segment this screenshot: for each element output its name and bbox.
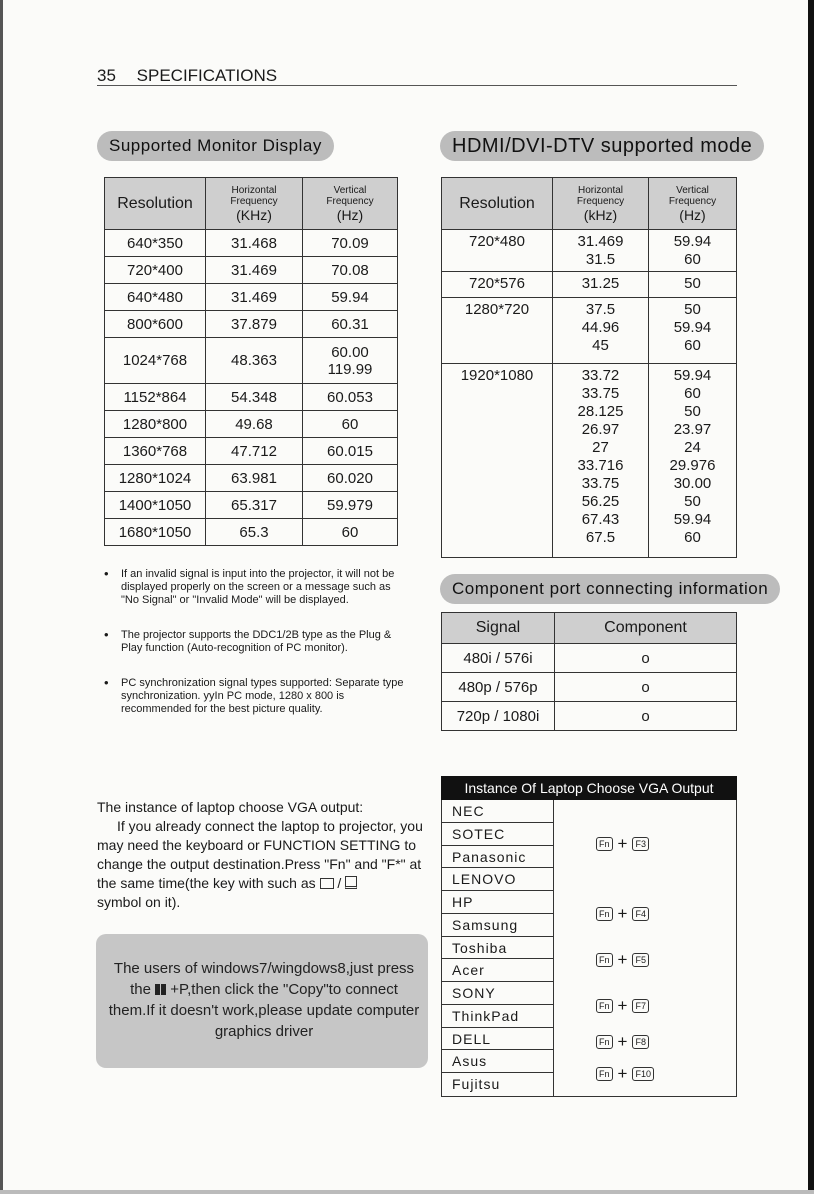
cell: 60 bbox=[303, 519, 398, 546]
cell-line: 26.97 bbox=[581, 421, 620, 438]
key-combo-f8 bbox=[596, 1032, 649, 1052]
header-rule bbox=[97, 85, 737, 86]
col-vertical bbox=[649, 178, 737, 230]
cell: 65.3 bbox=[206, 519, 303, 546]
cell: 37.879 bbox=[206, 311, 303, 338]
table-row bbox=[105, 411, 398, 438]
cell: 720*576 bbox=[442, 272, 553, 298]
brand-asus: Asus bbox=[442, 1050, 554, 1073]
cell: 1024*768 bbox=[105, 338, 206, 384]
col-resolution: Resolution bbox=[442, 178, 553, 230]
f3-key-icon: F3 bbox=[632, 837, 649, 851]
instance-body-text: If you already connect the laptop to projector, you may need the keyboard or FUNCTION SETTING to change the output destination.Press "Fn" and "F*" at the same time(the key with such as bbox=[97, 818, 423, 891]
table-row bbox=[442, 702, 737, 731]
table-row bbox=[442, 673, 737, 702]
col-signal: Signal bbox=[442, 613, 555, 644]
cell: 48.363 bbox=[206, 338, 303, 384]
brand-panasonic: Panasonic bbox=[442, 846, 554, 869]
cell: 480p / 576p bbox=[442, 673, 555, 702]
col-resolution: Resolution bbox=[105, 178, 206, 230]
cell bbox=[649, 364, 737, 558]
windows-note bbox=[96, 934, 428, 1068]
cell-line: 60.00 bbox=[331, 343, 369, 361]
cell-line: 27 bbox=[592, 439, 609, 456]
page-number: 35 bbox=[97, 66, 116, 85]
col-horizontal-l1: Horizontal bbox=[577, 184, 624, 196]
cell: o bbox=[555, 673, 737, 702]
cell: 65.317 bbox=[206, 492, 303, 519]
plus-icon: + bbox=[617, 950, 628, 969]
col-vertical bbox=[303, 178, 398, 230]
cell: 640*350 bbox=[105, 230, 206, 257]
f5-key-icon: F5 bbox=[632, 953, 649, 967]
section-monitor-display: Supported Monitor Display bbox=[97, 131, 334, 161]
brand-toshiba: Toshiba bbox=[442, 937, 554, 960]
fn-key-icon: Fn bbox=[596, 907, 613, 921]
table-row bbox=[105, 338, 398, 384]
brand-thinkpad: ThinkPad bbox=[442, 1005, 554, 1028]
cell: 800*600 bbox=[105, 311, 206, 338]
cell-line: 56.25 bbox=[581, 493, 620, 510]
f10-key-icon: F10 bbox=[632, 1067, 654, 1081]
cell-line: 33.72 bbox=[581, 367, 620, 384]
section-component: Component port connecting information bbox=[440, 574, 780, 604]
cell-line: 33.75 bbox=[581, 385, 620, 402]
table-row bbox=[105, 284, 398, 311]
cell: 31.469 bbox=[206, 284, 303, 311]
brand-acer: Acer bbox=[442, 959, 554, 982]
table-row bbox=[442, 230, 737, 272]
cell: 720p / 1080i bbox=[442, 702, 555, 731]
laptop-table-header: Instance Of Laptop Choose VGA Output bbox=[441, 776, 737, 800]
monitor-icon bbox=[345, 876, 357, 889]
cell: 1400*1050 bbox=[105, 492, 206, 519]
list-item: • The projector supports the DDC1/2B type as the Plug & Play function (Auto-recognition of PC monitor). bbox=[104, 629, 404, 655]
cell: 60.053 bbox=[303, 384, 398, 411]
table-row bbox=[105, 492, 398, 519]
col-horizontal-l2: Frequency bbox=[576, 195, 625, 207]
cell: 70.08 bbox=[303, 257, 398, 284]
key-combo-f3 bbox=[596, 834, 649, 854]
cell-line: 67.43 bbox=[581, 511, 620, 528]
brand-fujitsu: Fujitsu bbox=[442, 1073, 554, 1096]
cell-line: 23.97 bbox=[673, 421, 712, 438]
col-horizontal bbox=[206, 178, 303, 230]
brand-hp: HP bbox=[442, 891, 554, 914]
cell-line: 59.94 bbox=[673, 367, 712, 384]
cell: 1360*768 bbox=[105, 438, 206, 465]
col-horizontal-l3: (KHz) bbox=[236, 206, 272, 223]
cell: 1920*1080 bbox=[442, 364, 553, 558]
cell: 720*400 bbox=[105, 257, 206, 284]
cell-line: 59.94 bbox=[673, 319, 712, 336]
cell-line: 33.75 bbox=[581, 475, 620, 492]
page-edge-right bbox=[808, 0, 814, 1194]
laptop-instance-text bbox=[97, 798, 437, 912]
cell-line: 45 bbox=[592, 337, 609, 354]
cell: 60.020 bbox=[303, 465, 398, 492]
key-combo-f4 bbox=[596, 904, 649, 924]
cell: 59.94 bbox=[303, 284, 398, 311]
col-horizontal bbox=[553, 178, 649, 230]
instance-heading: The instance of laptop choose VGA output: bbox=[97, 799, 364, 815]
cell: 70.09 bbox=[303, 230, 398, 257]
page-header bbox=[97, 66, 277, 86]
cell: 59.979 bbox=[303, 492, 398, 519]
plus-icon: + bbox=[617, 1064, 628, 1083]
cell: 31.469 bbox=[206, 257, 303, 284]
f7-key-icon: F7 bbox=[632, 999, 649, 1013]
table-row bbox=[442, 298, 737, 364]
cell-line: 37.5 bbox=[585, 301, 616, 318]
col-horizontal-l1: Horizontal bbox=[231, 184, 277, 196]
cell: 60.015 bbox=[303, 438, 398, 465]
cell: o bbox=[555, 644, 737, 673]
instance-body: If you already connect the laptop to projector, you may need the keyboard or FUNCTION SETTING to change the output destination.Press "Fn" and "F*" at the same time(the key with such as / bbox=[97, 818, 423, 891]
laptop-vga-table bbox=[441, 776, 737, 1097]
notes-list bbox=[104, 568, 404, 738]
brand-nec: NEC bbox=[442, 800, 554, 823]
hdmi-dtv-table bbox=[441, 177, 737, 558]
instance-body-end: symbol on it). bbox=[97, 894, 181, 910]
fn-key-icon: Fn bbox=[596, 1067, 613, 1081]
brand-sotec: SOTEC bbox=[442, 823, 554, 846]
table-row bbox=[105, 465, 398, 492]
cell: 60 bbox=[303, 411, 398, 438]
f8-key-icon: F8 bbox=[632, 1035, 649, 1049]
cell: 63.981 bbox=[206, 465, 303, 492]
fn-key-icon: Fn bbox=[596, 1035, 613, 1049]
cell bbox=[303, 338, 398, 384]
cell-line: 50 bbox=[684, 301, 701, 318]
cell: 1280*800 bbox=[105, 411, 206, 438]
cell bbox=[553, 298, 649, 364]
cell-line: 31.469 bbox=[577, 233, 624, 250]
cell-line: 50 bbox=[684, 493, 701, 510]
cell: 60.31 bbox=[303, 311, 398, 338]
cell: 1680*1050 bbox=[105, 519, 206, 546]
table-row bbox=[105, 519, 398, 546]
table-row bbox=[105, 384, 398, 411]
brand-lenovo: LENOVO bbox=[442, 868, 554, 891]
table-row bbox=[442, 364, 737, 558]
fn-key-icon: Fn bbox=[596, 837, 613, 851]
list-item: • If an invalid signal is input into the projector, it will not be displayed properly on the screen or a message such as "No Signal" or "Invalid Mode" will be displayed. bbox=[104, 568, 404, 607]
brand-dell: DELL bbox=[442, 1028, 554, 1051]
cell: 54.348 bbox=[206, 384, 303, 411]
col-vertical-l2: Frequency bbox=[326, 195, 374, 207]
display-icon bbox=[320, 878, 334, 889]
cell-line: 59.94 bbox=[673, 233, 712, 250]
key-combo-f7 bbox=[596, 996, 649, 1016]
cell-line: 33.716 bbox=[577, 457, 624, 474]
note-text: The users of windows7/wingdows8,just press the bbox=[113, 960, 415, 998]
brand-samsung: Samsung bbox=[442, 914, 554, 937]
cell-line: 60 bbox=[684, 529, 701, 546]
plus-icon: + bbox=[617, 1032, 628, 1051]
section-title: SPECIFICATIONS bbox=[136, 66, 278, 85]
key-combo-f5 bbox=[596, 950, 649, 970]
cell-line: 50 bbox=[684, 403, 701, 420]
cell-line: 28.125 bbox=[577, 403, 624, 420]
cell: o bbox=[555, 702, 737, 731]
cell: 640*480 bbox=[105, 284, 206, 311]
cell-line: 29.976 bbox=[669, 457, 716, 474]
cell-line: 60 bbox=[684, 337, 701, 354]
cell-line: 60 bbox=[684, 251, 701, 268]
col-horizontal-l2: Frequency bbox=[230, 195, 278, 207]
table-row bbox=[105, 230, 398, 257]
cell-line: 24 bbox=[684, 439, 701, 456]
cell: 31.25 bbox=[553, 272, 649, 298]
col-vertical-l1: Vertical bbox=[676, 184, 709, 196]
list-item: • PC synchronization signal types supported: Separate type synchronization. yyIn PC mode, 1280 x 800 is recommended for the best picture quality. bbox=[104, 677, 404, 716]
cell: 50 bbox=[649, 272, 737, 298]
cell: 1152*864 bbox=[105, 384, 206, 411]
plus-icon: + bbox=[617, 996, 628, 1015]
cell bbox=[649, 230, 737, 272]
col-vertical-l1: Vertical bbox=[333, 184, 367, 196]
cell-line: 31.5 bbox=[585, 251, 616, 268]
cell: 47.712 bbox=[206, 438, 303, 465]
fn-key-icon: Fn bbox=[596, 953, 613, 967]
fn-key-icon: Fn bbox=[596, 999, 613, 1013]
cell: 1280*720 bbox=[442, 298, 553, 364]
page-edge-bottom bbox=[0, 1190, 814, 1194]
laptop-table-body bbox=[441, 800, 737, 1097]
cell bbox=[553, 230, 649, 272]
brand-column bbox=[442, 800, 554, 1096]
cell-line: 119.99 bbox=[327, 360, 373, 378]
cell-line: 30.00 bbox=[673, 475, 712, 492]
cell bbox=[553, 364, 649, 558]
f4-key-icon: F4 bbox=[632, 907, 649, 921]
section-hdmi-dtv: HDMI/DVI-DTV supported mode bbox=[440, 131, 764, 161]
cell-line: 67.5 bbox=[585, 529, 616, 546]
table-row bbox=[105, 257, 398, 284]
col-component: Component bbox=[555, 613, 737, 644]
brand-sony: SONY bbox=[442, 982, 554, 1005]
page-edge-left bbox=[0, 0, 3, 1194]
table-row bbox=[442, 644, 737, 673]
plus-icon: + bbox=[617, 904, 628, 923]
cell: 31.468 bbox=[206, 230, 303, 257]
windows-logo-icon bbox=[155, 984, 166, 995]
note-text-end: +P,then click the "Copy"to connect them.If it doesn't work,please update computer graphics driver bbox=[108, 981, 420, 1040]
cell bbox=[649, 298, 737, 364]
table-row bbox=[105, 311, 398, 338]
col-vertical-l2: Frequency bbox=[668, 195, 717, 207]
plus-icon: + bbox=[617, 834, 628, 853]
cell: 1280*1024 bbox=[105, 465, 206, 492]
col-horizontal-l3: (kHz) bbox=[583, 206, 618, 223]
cell: 49.68 bbox=[206, 411, 303, 438]
cell-line: 59.94 bbox=[673, 511, 712, 528]
table-row bbox=[442, 272, 737, 298]
component-table bbox=[441, 612, 737, 731]
col-vertical-l3: (Hz) bbox=[336, 206, 364, 223]
table-row bbox=[105, 438, 398, 465]
col-vertical-l3: (Hz) bbox=[679, 206, 706, 223]
key-combo-f10 bbox=[596, 1064, 654, 1084]
monitor-display-table bbox=[104, 177, 398, 546]
cell: 720*480 bbox=[442, 230, 553, 272]
cell-line: 44.96 bbox=[581, 319, 620, 336]
cell-line: 60 bbox=[684, 385, 701, 402]
cell: 480i / 576i bbox=[442, 644, 555, 673]
